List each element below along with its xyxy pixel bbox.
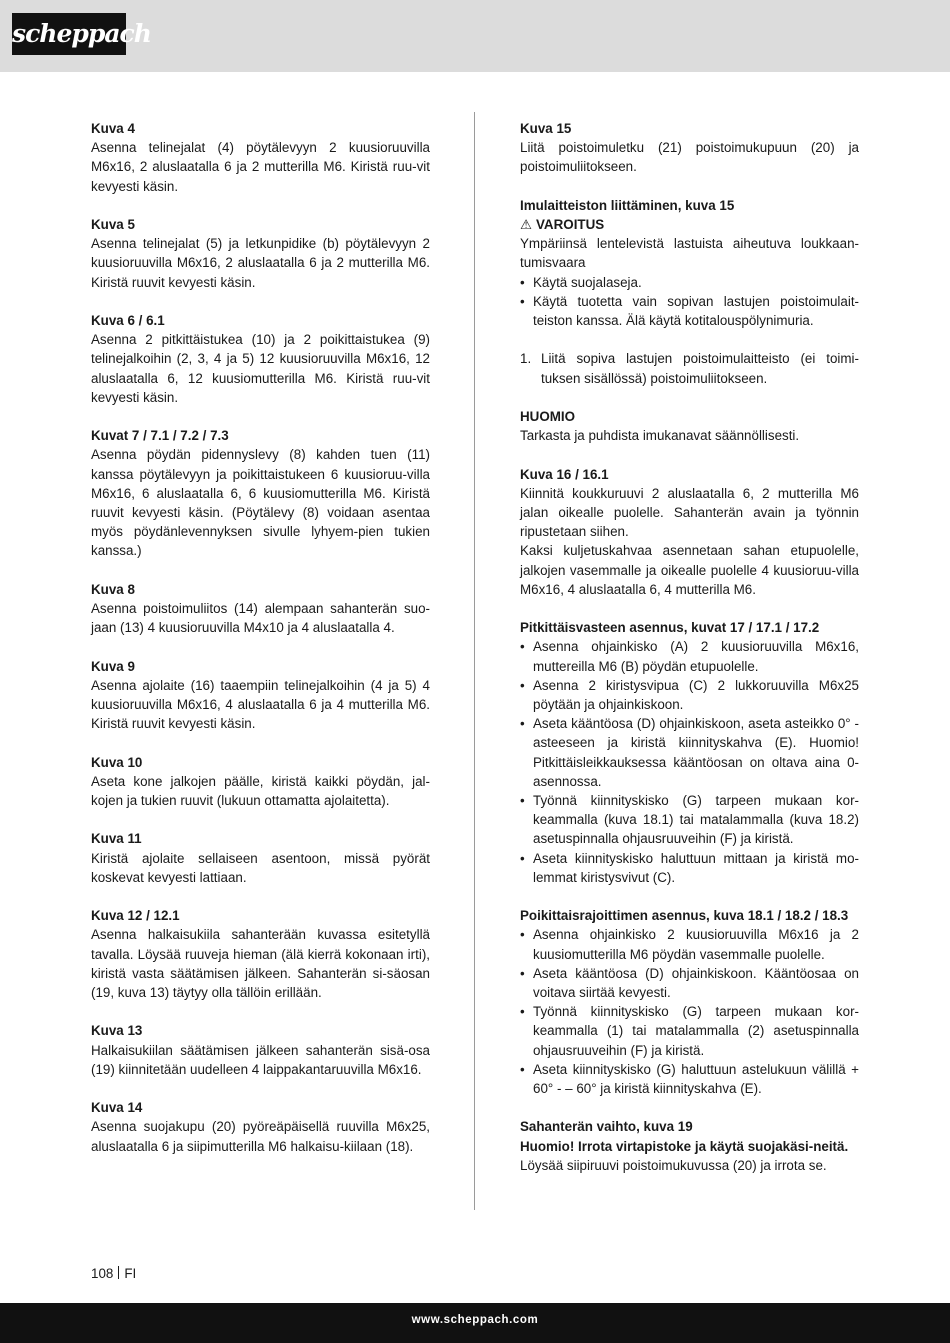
bullet-icon: • [520,1061,525,1077]
section-text: Liitä poistoimuletku (21) poistoimukupuun (20) ja poistoimuliitokseen. [520,140,859,175]
section-sahanteran-vaihto [520,1117,859,1175]
list-item [520,676,859,714]
section-imulaitteisto [520,196,859,330]
bullet-list [520,637,859,887]
list-item-text: Asenna ohjainkisko (A) 2 kuusioruuvilla M6x16, muttereilla M6 (B) pöydän etupuolelle. [533,639,859,674]
section-text: Asenna telinejalat (4) pöytälevyyn 2 kuusioruuvilla M6x16, 2 aluslaatalla 6 ja 2 mutterilla M6. Kiristä ruu-vit kevyesti käsin. [91,140,430,194]
warning-label: VAROITUS [536,217,605,232]
list-item-text: Työnnä kiinnityskisko (G) tarpeen mukaan kor-keammalla (1) tai matalammalla (2) asetuspinnalla ohjausruuveihin (F) ja kiristä. [533,1004,859,1058]
section-text: Asenna telinejalat (5) ja letkunpidike (b) pöytälevyyn 2 kuusioruuvilla M6x16, 2 aluslaatalla 6 ja 2 mutterilla M6. Kiristä ruuvit kevyesti käsin. [91,236,430,290]
page-number-footer [91,1264,136,1283]
section-text: Kiristä ajolaite sellaiseen asentoon, missä pyörät koskevat kevyesti lattiaan. [91,850,430,885]
list-item-text: Työnnä kiinnityskisko (G) tarpeen mukaan kor-keammalla (kuva 18.1) tai matalammalla (kuva 18.2) asetuspinnalla ohjausruuveihin (F) ja kiristä. [533,793,859,847]
list-item [520,791,859,849]
section-heading: Poikittaisrajoittimen asennus, kuva 18.1 / 18.2 / 18.3 [520,908,849,924]
section-kuva-16 [520,465,859,599]
section-text: Asenna suojakupu (20) pyöreäpäisellä ruuvilla M6x25, aluslaatalla 6 ja siipimutterilla M6 halkaisu-kiilaan (18). [91,1119,430,1154]
section-heading: Kuva 13 [91,1023,143,1039]
bullet-icon: • [520,639,525,655]
section-heading: Kuvat 7 / 7.1 / 7.2 / 7.3 [91,428,229,444]
section-heading: Kuva 5 [91,217,135,232]
list-item-text: Käytä tuotetta vain sopivan lastujen poistoimulait-teiston kanssa. Älä käytä kotitalouspölynimuria. [533,293,859,329]
section-heading: Kuva 9 [91,658,135,674]
bullet-list [520,925,859,1098]
list-item-text: Käytä suojalaseja. [533,274,642,290]
list-item [520,1002,859,1060]
bullet-icon: • [520,716,525,732]
section-heading: Imulaitteiston liittäminen, kuva 15 [520,197,735,213]
section-kuva-11 [91,829,430,887]
list-item [520,273,859,292]
page-number: 108 [91,1266,114,1281]
bullet-icon: • [520,927,525,943]
list-item [520,1060,859,1098]
section-kuva-6 [91,311,430,407]
section-kuva-13 [91,1021,430,1079]
section-kuvat-7 [91,426,430,560]
scheppach-logo: scheppach [12,13,126,55]
section-heading: Kuva 16 / 16.1 [520,466,609,482]
section-heading: Pitkittäisvasteen asennus, kuvat 17 / 17.1 / 17.2 [520,620,820,636]
section-huomio [520,407,859,445]
list-item [520,349,859,387]
section-heading: Kuva 6 / 6.1 [91,313,165,328]
left-column [91,119,430,1156]
list-item-text: Asenna 2 kiristysvipua (C) 2 lukkoruuvilla M6x25 pöytään ja ohjainkiskoon. [533,677,859,713]
section-text: Asenna 2 pitkittäistukea (10) ja 2 poikittaistukea (9) telinejalkoihin (2, 3, 4 ja 5) 12 kuusioruuvilla M6x16, 12 aluslaatalla 6, 12 kuusiomutterilla M6. Kiristä ruu-vit kevyesti käsin. [91,332,430,405]
warning-text: Ympäriinsä lentelevistä lastuista aiheutuva loukkaan-tumisvaara [520,236,859,271]
section-text: Löysää siipiruuvi poistoimukuvussa (20) ja irrota se. [520,1157,827,1173]
section-heading: Kuva 14 [91,1100,143,1116]
section-text: Tarkasta ja puhdista imukanavat säännöllisesti. [520,428,800,444]
step-number: 1. [520,351,532,367]
language-code: FI [124,1266,137,1281]
bullet-icon: • [520,274,525,290]
section-kuva-8 [91,580,430,638]
footer-separator [118,1266,119,1279]
bullet-icon: • [520,293,525,309]
section-kuva-12 [91,906,430,1002]
right-column [520,119,859,1175]
list-item-text: Asenna ohjainkisko 2 kuusioruuvilla M6x16 ja 2 kuusiomutterilla M6 pöydän vasemmalle puolelle. [533,927,859,962]
section-text: Asenna poistoimuliitos (14) alempaan sahanterän suo-jaan (13) 4 kuusioruuvilla M4x10 ja 4 aluslaatalla 4. [91,601,430,636]
header-band [0,0,950,72]
section-heading: Kuva 10 [91,754,143,770]
website-url: www.scheppach.com [411,1314,539,1326]
section-kuva-15 [520,119,859,177]
section-text: Aseta kone jalkojen päälle, kiristä kaikki pöydän, jal-kojen ja tukien ruuvit (lukuun ottamatta ajolaitetta). [91,773,430,809]
bullet-icon: • [520,965,525,981]
section-text: Kiinnitä koukkuruuvi 2 aluslaatalla 6, 2 mutterilla M6 jalan oikealle puolelle. Sahanterän avain ja työnnin ripustetaan siihen. [520,485,859,540]
section-heading: Kuva 11 [91,831,142,847]
list-item [520,925,859,963]
bullet-icon: • [520,793,525,809]
section-heading: Sahanterän vaihto, kuva 19 [520,1119,693,1135]
bullet-icon: • [520,850,525,866]
section-step-1 [520,349,859,387]
section-heading: Kuva 8 [91,581,135,597]
section-pitkittaisvaste [520,618,859,887]
section-heading: Kuva 12 / 12.1 [91,908,180,924]
bullet-icon: • [520,677,525,693]
warning-triangle-icon: ⚠ [520,217,533,232]
list-item-text: Aseta kääntöosa (D) ohjainkiskoon, aseta asteikko 0° -asteeseen ja kiristä kiinnityskahva (E). Huomio! Pitkittäisleikkauksessa kääntöosan on oltava aina 0-asennossa. [533,716,859,789]
section-heading: Kuva 4 [91,121,135,136]
caution-text: Huomio! Irrota virtapistoke ja käytä suojakäsi-neitä. [520,1138,849,1154]
list-item-text: Liitä sopiva lastujen poistoimulaitteisto (ei toimi-tuksen sisällössä) poistoimuliitokseen. [541,351,859,386]
bullet-icon: • [520,1004,525,1020]
section-kuva-10 [91,753,430,811]
list-item [520,714,859,791]
section-text: Halkaisukiilan säätämisen jälkeen sahanterän sisä-osa (19) kiinnitetään uudelleen 4 laippakantaruuvilla M6x16. [91,1042,430,1077]
section-kuva-9 [91,657,430,734]
list-item [520,964,859,1002]
section-text: Asenna halkaisukiila sahanterään kuvassa esitetyllä tavalla. Löysää ruuveja hieman (älä kierrä kokonaan irti), kiristä vasta säätämisen jälkeen. Sahanterän si-säosan (19, kuva 13) täytyy olla tällöin erillään. [91,927,430,1001]
section-kuva-5 [91,215,430,292]
list-item-text: Aseta kääntöosa (D) ohjainkiskoon. Kääntöosaa on voitava siirtää kevyesti. [533,965,859,1001]
numbered-list [520,349,859,387]
list-item-text: Aseta kiinnityskisko (G) haluttuun astelukuun välillä + 60° - – 60° ja kiristä kiinnityskahva (E). [533,1061,859,1097]
section-kuva-14 [91,1098,430,1156]
list-item [520,292,859,330]
footer-band [0,1303,950,1343]
section-heading: HUOMIO [520,409,576,424]
section-heading: Kuva 15 [520,121,572,136]
section-kuva-4 [91,119,430,196]
warning-label-row [520,215,859,234]
warning-bullet-list [520,273,859,331]
section-text: Asenna ajolaite (16) taaempiin telinejalkoihin (4 ja 5) 4 kuusioruuvilla M6x16, 4 aluslaatalla 6 ja 4 mutterilla M6. Kiristä ruuvit kevyesti käsin. [91,677,430,732]
list-item [520,637,859,675]
list-item-text: Aseta kiinnityskisko haluttuun mittaan ja kiristä mo-lemmat kiristysvivut (C). [533,850,859,885]
column-divider [474,112,475,1210]
list-item [520,849,859,887]
section-text: Asenna pöydän pidennyslevy (8) kahden tuen (11) kanssa pöytälevyyn ja poikittaistukeen 6 kuusioruu-villa M6x16, 6 aluslaatalla 6, 6 kuusiomutterilla M6. Kiristä ruuvit kevyesti käsin. (Pöytälevy (8) voidaan asentaa myös pöydänlevennyksen sivulle lyhyem-pien tukien kanssa.) [91,447,430,559]
section-text: Kaksi kuljetuskahvaa asennetaan sahan etupuolelle, jalkojen vasemmalle ja oikealle puolelle 4 kuusioruu-villa M6x16, 4 aluslaatalla 6, 4 mutterilla M6. [520,543,859,597]
section-poikittaisrajoitin [520,906,859,1098]
